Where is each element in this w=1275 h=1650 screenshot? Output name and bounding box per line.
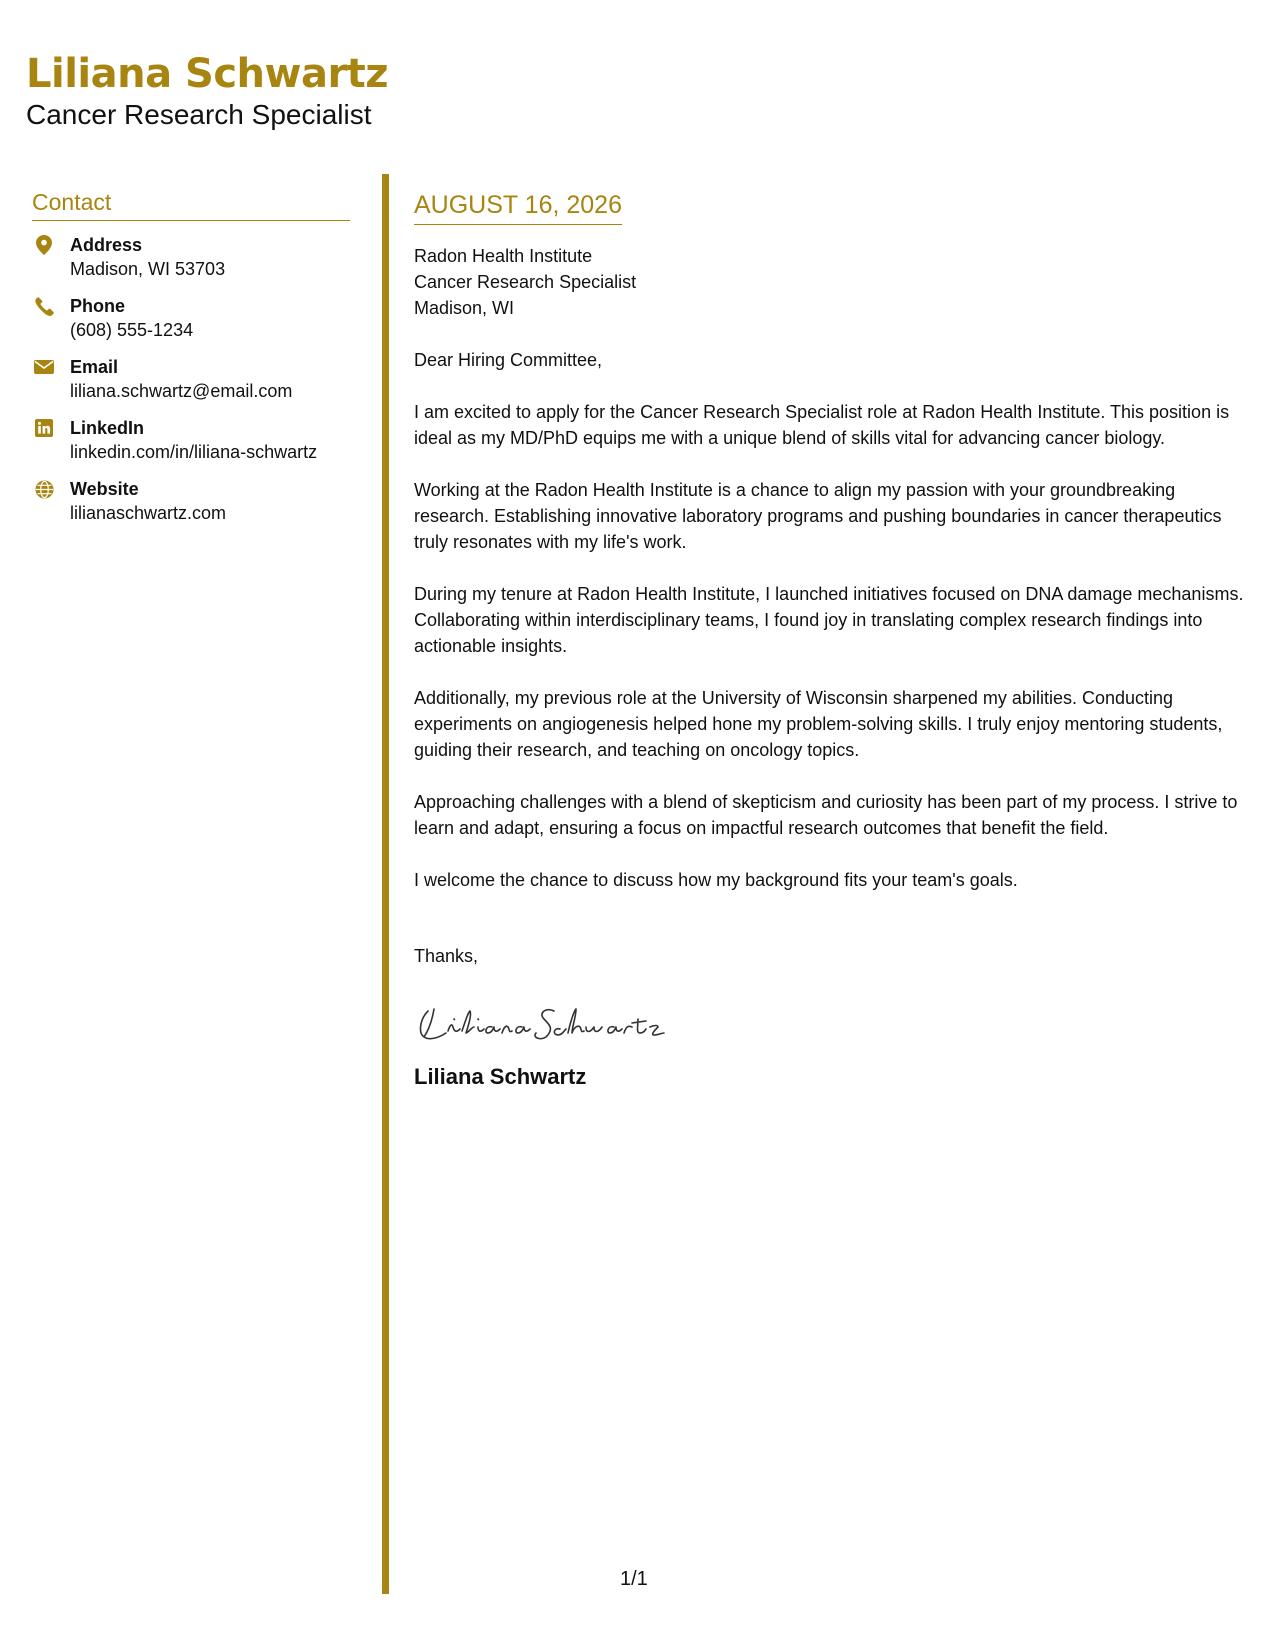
page-number: 1/1 bbox=[620, 1568, 648, 1590]
letter-body bbox=[414, 190, 1249, 1091]
globe-icon bbox=[34, 479, 54, 499]
envelope-icon bbox=[34, 357, 54, 377]
contact-item-email bbox=[32, 355, 350, 403]
applicant-name: Liliana Schwartz bbox=[26, 51, 389, 97]
vertical-divider bbox=[382, 174, 389, 1594]
contact-list bbox=[32, 233, 350, 525]
phone-icon bbox=[34, 296, 54, 316]
recipient-position: Cancer Research Specialist bbox=[414, 272, 637, 292]
page-header bbox=[26, 50, 388, 132]
contact-value: Madison, WI 53703 bbox=[70, 259, 226, 279]
contact-value: (608) 555-1234 bbox=[70, 320, 194, 340]
linkedin-icon bbox=[34, 418, 54, 438]
contact-label: Phone bbox=[70, 296, 126, 316]
contact-value: lilianaschwartz.com bbox=[70, 503, 227, 523]
contact-section-title: Contact bbox=[32, 188, 350, 221]
contact-label: LinkedIn bbox=[70, 418, 145, 438]
contact-label: Address bbox=[70, 235, 143, 255]
contact-item-address bbox=[32, 233, 350, 281]
body-paragraph: Working at the Radon Health Institute is a chance to align my passion with your groundbreaking research. Establishing innovative laboratory programs and pushing boundaries in cancer therapeutics truly resonates with my life's work. bbox=[414, 480, 1222, 552]
contact-label: Website bbox=[70, 479, 139, 499]
handwritten-signature bbox=[414, 997, 1249, 1051]
letter-date: AUGUST 16, 2026 bbox=[414, 191, 622, 219]
body-paragraph: I am excited to apply for the Cancer Research Specialist role at Radon Health Institute. This position is ideal as my MD/PhD equips me with a unique blend of skills vital for advancing cancer biology. bbox=[414, 402, 1230, 448]
contact-sidebar bbox=[32, 188, 350, 538]
contact-item-website bbox=[32, 477, 350, 525]
body-paragraph: Additionally, my previous role at the University of Wisconsin sharpened my abilities. Conducting experiments on angiogenesis helped hone my problem-solving skills. I truly enjoy mentoring students, guiding their research, and teaching on oncology topics. bbox=[414, 688, 1223, 760]
salutation: Dear Hiring Committee, bbox=[414, 350, 603, 370]
recipient-organization: Radon Health Institute bbox=[414, 246, 593, 266]
body-paragraph: I welcome the chance to discuss how my background fits your team's goals. bbox=[414, 870, 1018, 890]
contact-value: liliana.schwartz@email.com bbox=[70, 381, 293, 401]
contact-item-linkedin bbox=[32, 416, 350, 464]
contact-label: Email bbox=[70, 357, 119, 377]
contact-item-phone bbox=[32, 294, 350, 342]
recipient-block bbox=[414, 243, 1249, 321]
date-block bbox=[414, 190, 622, 225]
recipient-location: Madison, WI bbox=[414, 298, 515, 318]
applicant-title: Cancer Research Specialist bbox=[26, 99, 372, 130]
body-paragraph: Approaching challenges with a blend of skepticism and curiosity has been part of my process. I strive to learn and adapt, ensuring a focus on impactful research outcomes that benefit the field. bbox=[414, 792, 1238, 838]
signed-name: Liliana Schwartz bbox=[414, 1064, 587, 1089]
body-paragraph: During my tenure at Radon Health Institute, I launched initiatives focused on DNA damage mechanisms. Collaborating within interdisciplinary teams, I found joy in translating complex research findings into actionable insights. bbox=[414, 584, 1244, 656]
contact-value: linkedin.com/in/liliana-schwartz bbox=[70, 442, 318, 462]
location-pin-icon bbox=[34, 235, 54, 255]
closing: Thanks, bbox=[414, 946, 479, 966]
